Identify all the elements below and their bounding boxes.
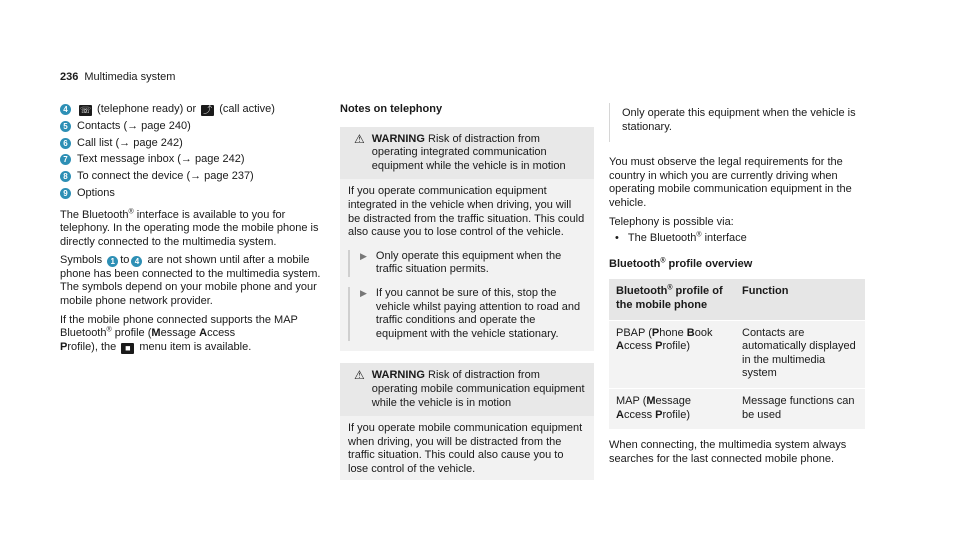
number-badge: 9 — [60, 188, 71, 199]
warning-triangle-icon: ⚠ — [354, 368, 365, 383]
legend-item — [60, 170, 322, 184]
page-header — [60, 71, 175, 85]
page-number: 236 — [60, 71, 79, 83]
paragraph: Telephony is possible via: — [609, 215, 734, 228]
paragraph: The Bluetooth® interface is available to you for telephony. In the operating mode the mobile phone is directly connected to the multimedia system. — [60, 207, 319, 248]
warning-title: Risk of distraction from operating integrated communication equipment while the vehicle is in motion — [371, 132, 566, 172]
number-badge: 7 — [60, 154, 71, 165]
warning-label: WARNING — [371, 132, 425, 145]
warning-header — [340, 363, 594, 416]
table-cell: PBAP (Phone Book Access Profile) — [609, 320, 735, 388]
table-header-row — [609, 279, 865, 320]
phone-ready-icon: ☏ — [79, 105, 92, 115]
number-badge: 1 — [107, 256, 118, 267]
number-badge: 6 — [60, 138, 71, 149]
legend-item — [60, 103, 322, 117]
warning-header — [340, 127, 594, 180]
bullet-icon: • — [615, 232, 619, 245]
list-item: • The Bluetooth® interface — [615, 231, 747, 245]
column-header: Bluetooth® profile of the mobile phone — [609, 279, 735, 320]
legend-text: Call list (→ page 242) — [77, 136, 183, 149]
table-row — [609, 388, 865, 429]
warning-title: Risk of distraction from operating mobile communication equipment while the vehicle is in motion — [371, 369, 585, 409]
paragraph: If the mobile phone connected supports the MAP Bluetooth® profile (Message Access Profile), the ■ menu item is available. — [60, 313, 298, 353]
instruction-step — [609, 103, 865, 142]
column-1 — [60, 103, 322, 359]
legend-text: Text message inbox (→ page 242) — [77, 153, 245, 166]
legend-item — [60, 153, 322, 167]
step-text: Only operate this equipment when the vehicle is stationary. — [622, 107, 856, 133]
column-3 — [609, 103, 865, 471]
number-badge: 5 — [60, 121, 71, 132]
arrow-icon: ▶ — [360, 250, 367, 261]
table-cell: Message functions can be used — [735, 388, 865, 429]
call-active-icon: ⤴ — [203, 105, 213, 115]
table-row — [609, 320, 865, 388]
legend-item — [60, 120, 322, 134]
instruction-step — [348, 250, 586, 277]
number-badge: 4 — [131, 256, 142, 267]
paragraph: You must observe the legal requirements for the country in which you are currently driving when operating mobile communication equipment in the vehicle. — [609, 156, 852, 209]
section-heading: Notes on telephony — [340, 103, 443, 115]
profile-table — [609, 279, 865, 429]
page-title: Multimedia system — [84, 71, 176, 83]
warning-body — [340, 179, 594, 351]
table-cell: MAP (Message Access Profile) — [609, 388, 735, 429]
column-header: Function — [735, 279, 865, 320]
number-badge: 8 — [60, 171, 71, 182]
legend-text: Options — [77, 186, 115, 199]
number-badge: 4 — [60, 104, 71, 115]
step-text: If you cannot be sure of this, stop the vehicle whilst paying attention to road and traffic conditions and operate the equipment with the vehicle stationary. — [375, 286, 581, 340]
message-menu-icon: ■ — [121, 343, 134, 354]
table-cell: Contacts are automatically displayed in the multimedia system — [735, 320, 865, 388]
paragraph: When connecting, the multimedia system always searches for the last connected mobile phone. — [609, 439, 847, 465]
legend-text: (call active) — [216, 103, 275, 115]
legend-text: (telephone ready) or — [94, 103, 200, 115]
legend-item — [60, 137, 322, 151]
warning-box — [340, 127, 594, 352]
warning-text: If you operate communication equipment integrated in the vehicle when driving, you will be distracted from the traffic situation. This could also cause you to lose control of the vehicle. — [348, 185, 585, 239]
legend-text: Contacts (→ page 240) — [77, 119, 191, 132]
legend-item — [60, 187, 322, 201]
arrow-icon: ▶ — [360, 287, 367, 298]
paragraph: Symbols 1 to 4 are not shown until after a mobile phone has been connected to the multimedia system. The symbols depend on your mobile phone and your mobile phone network provider. — [60, 254, 321, 308]
step-text: Only operate this equipment when the traffic situation permits. — [375, 249, 562, 276]
section-heading: Bluetooth® profile overview — [609, 257, 753, 270]
warning-triangle-icon: ⚠ — [354, 131, 365, 146]
warning-text: If you operate mobile communication equipment when driving, you will be distracted from the traffic situation. This could also cause you to lose control of the vehicle. — [348, 422, 583, 475]
instruction-step — [348, 287, 586, 341]
column-2 — [340, 103, 594, 480]
warning-label: WARNING — [371, 369, 425, 382]
legend-text: To connect the device (→ page 237) — [77, 170, 254, 183]
warning-box — [340, 363, 594, 480]
warning-body — [340, 416, 594, 480]
